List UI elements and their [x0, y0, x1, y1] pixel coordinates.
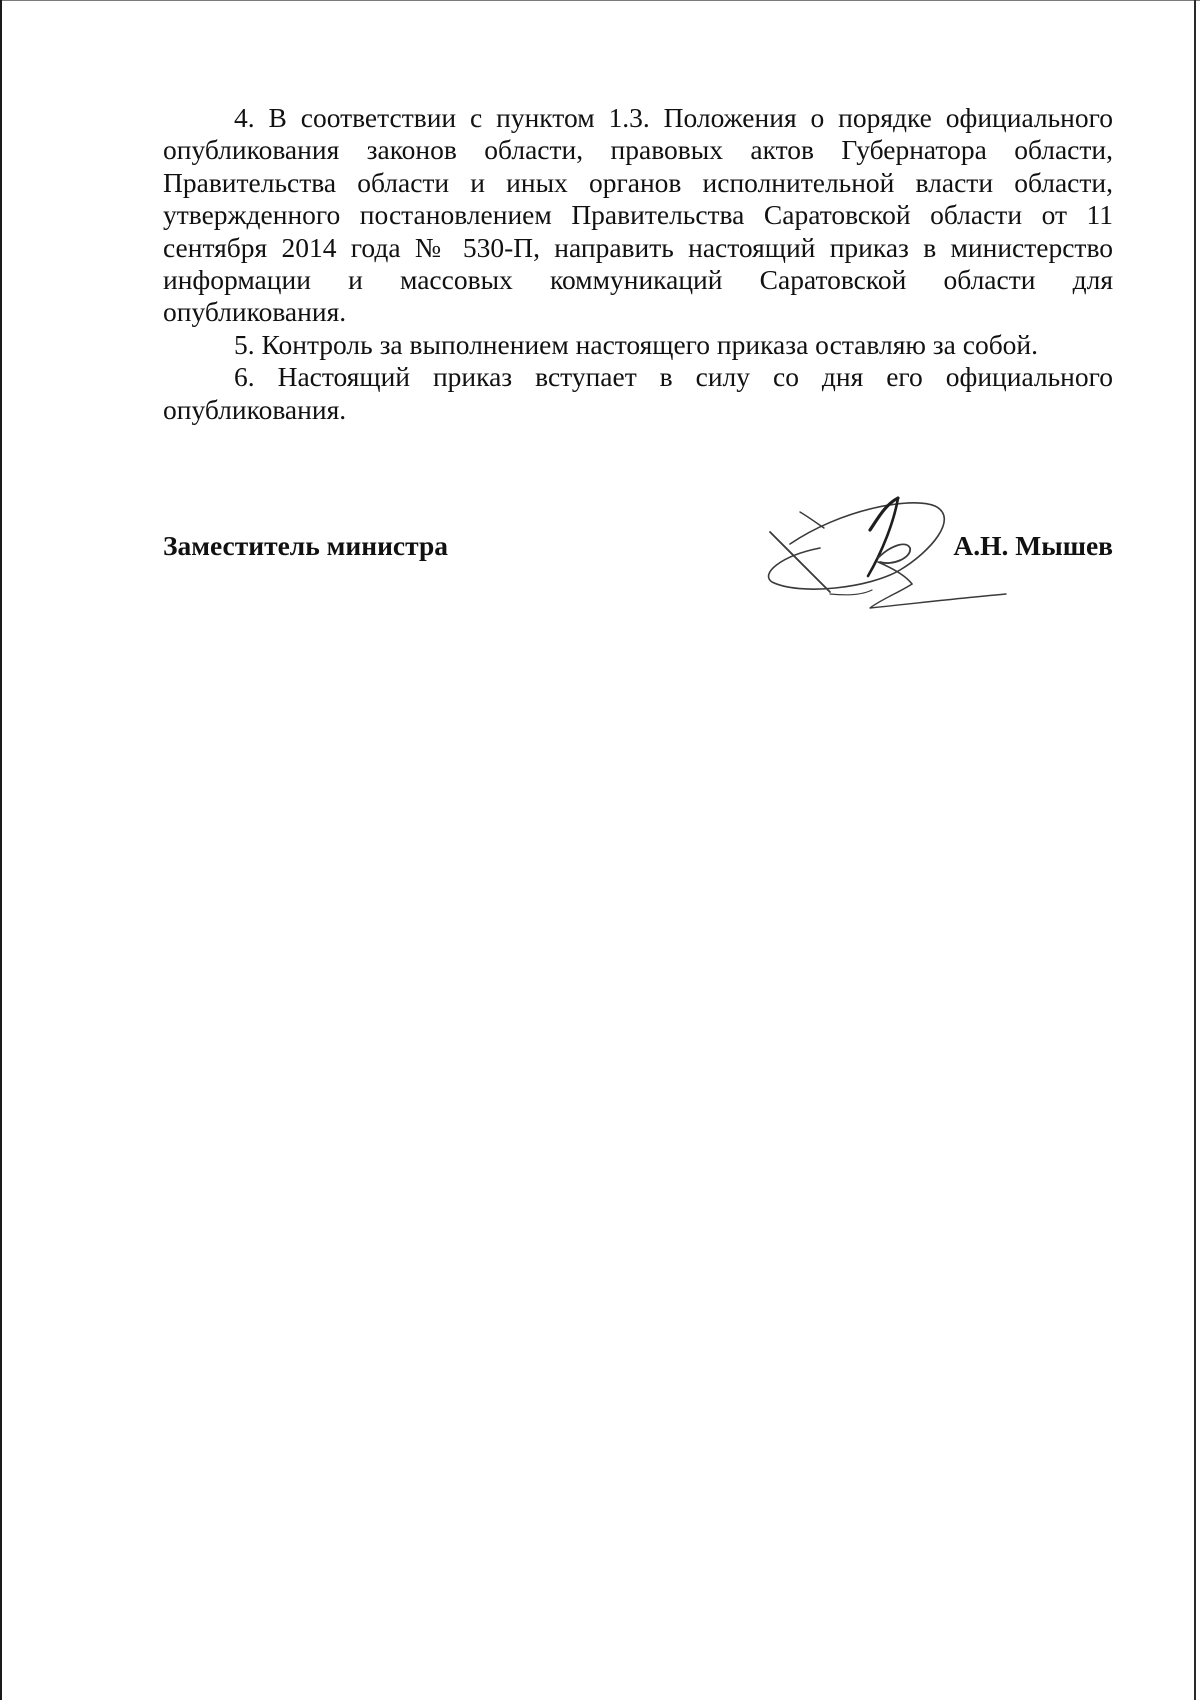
paragraph-5: 5. Контроль за выполнением настоящего приказа оставляю за собой.: [234, 328, 1039, 360]
scan-edge-top: [0, 0, 1200, 1]
signatory-position: Заместитель министра: [163, 530, 449, 561]
signatory-name: А.Н. Мышев: [953, 530, 1113, 561]
document-body: [163, 102, 1113, 426]
paragraph-6: 6. Настоящий приказ вступает в силу со дня его официального опубликования.: [163, 361, 1113, 425]
paragraph-4: 4. В соответствии с пунктом 1.3. Положения о порядке официального опубликования законов области, правовых актов Губернатора области, Правительства области и иных органов исполнительной власти области, утвержденного постановлением Правительства Саратовской области от 11 сентября 2014 года № 530-П, направить настоящий приказ в министерство информации и массовых коммуникаций Саратовской области для опубликования.: [163, 102, 1113, 328]
handwritten-signature: [760, 492, 1010, 612]
scan-edge-left: [0, 0, 2, 1700]
scan-edge-right: [1194, 0, 1196, 1700]
